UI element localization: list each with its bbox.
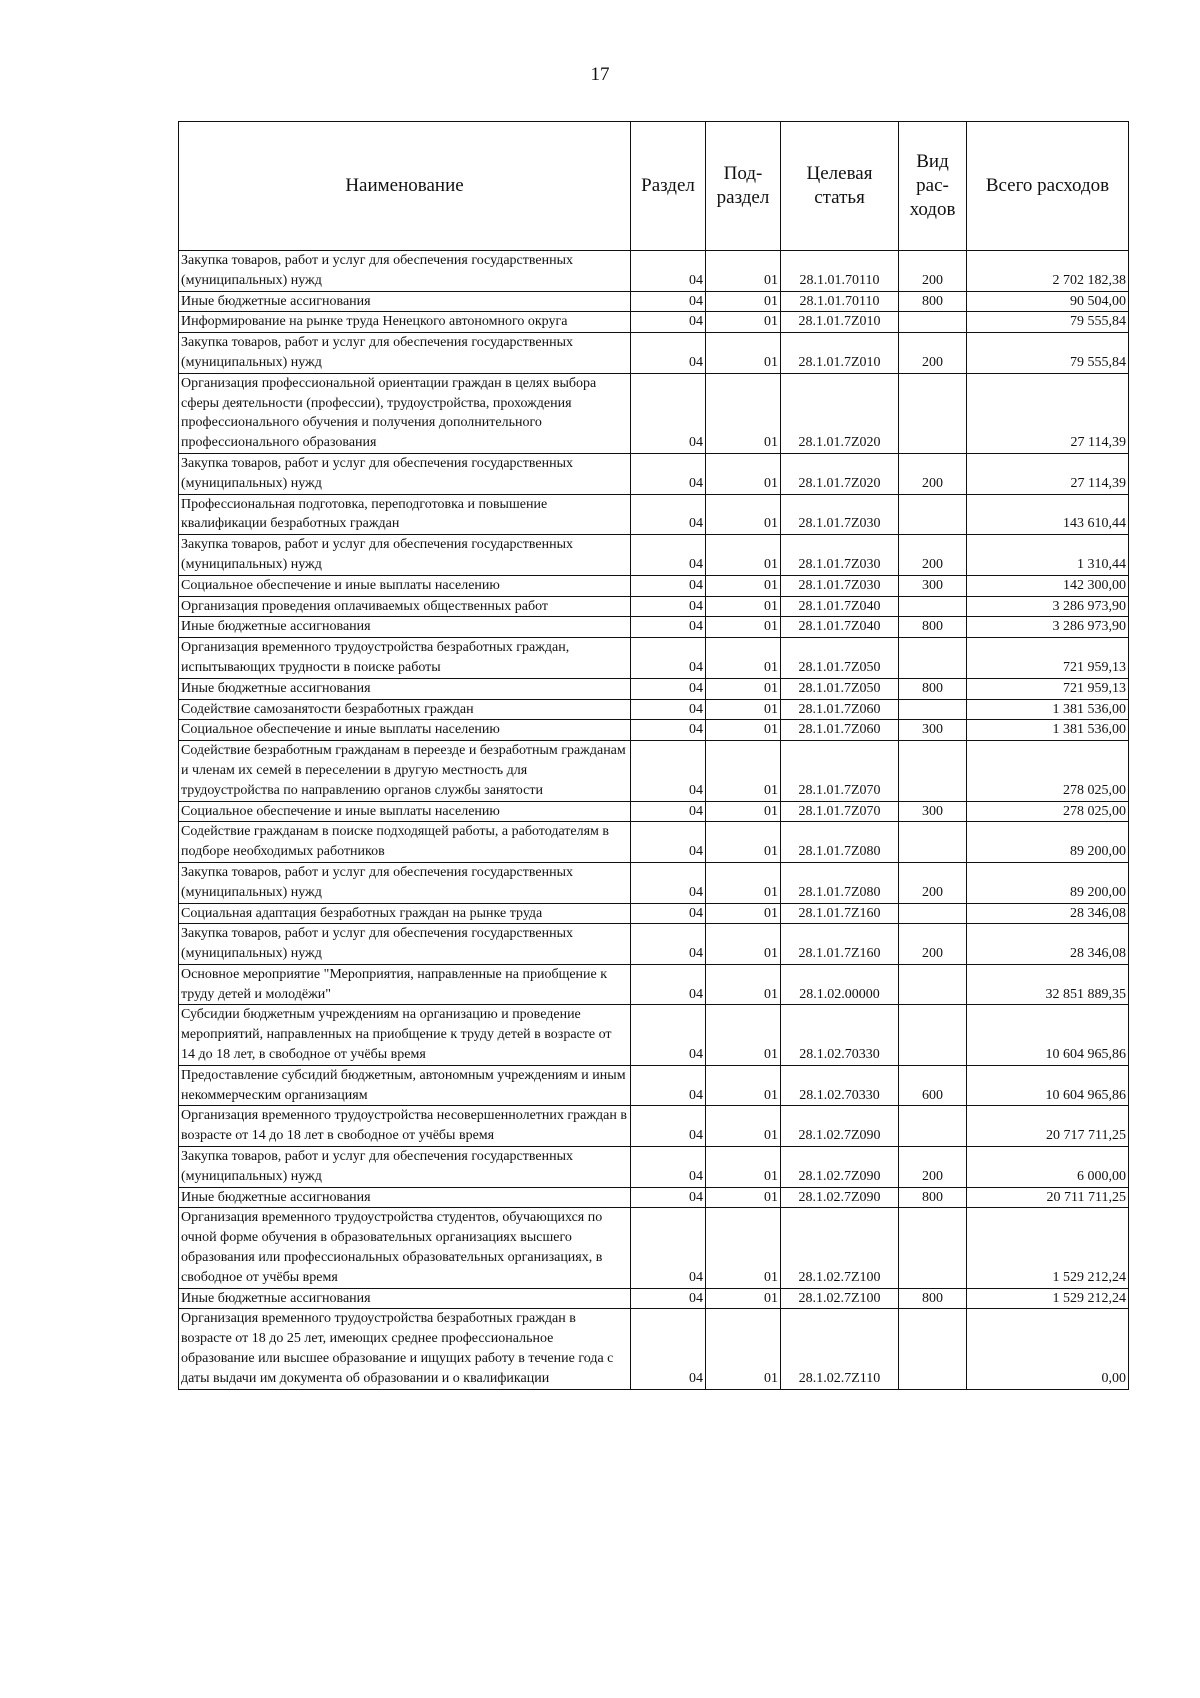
cell-name: Субсидии бюджетным учреждениям на организацию и проведение мероприятий, направленных на приобщение к труду детей в возрасте от 14 до 18 лет, в свободное от учёбы время <box>179 1005 631 1065</box>
cell-total: 3 286 973,90 <box>967 596 1129 617</box>
cell-name: Социальное обеспечение и иные выплаты населению <box>179 720 631 741</box>
header-name: Наименование <box>179 122 631 251</box>
cell-section: 04 <box>631 453 706 494</box>
cell-section: 04 <box>631 333 706 374</box>
cell-expense-kind: 200 <box>899 333 967 374</box>
cell-target-article: 28.1.02.7Z110 <box>781 1309 899 1389</box>
cell-total: 27 114,39 <box>967 453 1129 494</box>
table-row <box>179 1309 1129 1389</box>
table-row <box>179 678 1129 699</box>
cell-target-article: 28.1.01.7Z020 <box>781 453 899 494</box>
cell-total: 28 346,08 <box>967 903 1129 924</box>
cell-section: 04 <box>631 575 706 596</box>
cell-target-article: 28.1.01.7Z030 <box>781 535 899 576</box>
cell-target-article: 28.1.01.7Z030 <box>781 575 899 596</box>
cell-expense-kind: 800 <box>899 617 967 638</box>
cell-total: 143 610,44 <box>967 494 1129 535</box>
cell-subsection: 01 <box>706 1065 781 1106</box>
cell-target-article: 28.1.01.7Z160 <box>781 924 899 965</box>
cell-name: Содействие безработным гражданам в переезде и безработным гражданам и членам их семей в переселении в другую местность для трудоустройства по направлению органов службы занятости <box>179 741 631 801</box>
cell-target-article: 28.1.02.7Z090 <box>781 1147 899 1188</box>
cell-name: Иные бюджетные ассигнования <box>179 678 631 699</box>
cell-section: 04 <box>631 291 706 312</box>
cell-expense-kind <box>899 373 967 453</box>
table-row <box>179 1106 1129 1147</box>
cell-section: 04 <box>631 862 706 903</box>
cell-total: 79 555,84 <box>967 312 1129 333</box>
cell-expense-kind <box>899 822 967 863</box>
cell-subsection: 01 <box>706 617 781 638</box>
table-row <box>179 333 1129 374</box>
table-row <box>179 535 1129 576</box>
cell-name: Закупка товаров, работ и услуг для обеспечения государственных (муниципальных) нужд <box>179 924 631 965</box>
cell-section: 04 <box>631 1288 706 1309</box>
cell-target-article: 28.1.02.00000 <box>781 964 899 1005</box>
cell-name: Содействие самозанятости безработных граждан <box>179 699 631 720</box>
cell-subsection: 01 <box>706 822 781 863</box>
cell-subsection: 01 <box>706 1187 781 1208</box>
cell-expense-kind: 200 <box>899 453 967 494</box>
cell-section: 04 <box>631 1309 706 1389</box>
cell-section: 04 <box>631 678 706 699</box>
table-row <box>179 1288 1129 1309</box>
header-total: Всего расходов <box>967 122 1129 251</box>
cell-expense-kind: 300 <box>899 720 967 741</box>
cell-subsection: 01 <box>706 699 781 720</box>
cell-name: Иные бюджетные ассигнования <box>179 291 631 312</box>
cell-target-article: 28.1.01.7Z010 <box>781 333 899 374</box>
cell-section: 04 <box>631 741 706 801</box>
cell-subsection: 01 <box>706 494 781 535</box>
cell-section: 04 <box>631 720 706 741</box>
cell-subsection: 01 <box>706 453 781 494</box>
cell-subsection: 01 <box>706 291 781 312</box>
cell-section: 04 <box>631 535 706 576</box>
cell-expense-kind: 200 <box>899 862 967 903</box>
cell-subsection: 01 <box>706 596 781 617</box>
cell-subsection: 01 <box>706 535 781 576</box>
table-row <box>179 903 1129 924</box>
cell-subsection: 01 <box>706 720 781 741</box>
cell-expense-kind: 800 <box>899 678 967 699</box>
cell-target-article: 28.1.01.7Z050 <box>781 638 899 679</box>
table-row <box>179 373 1129 453</box>
cell-subsection: 01 <box>706 964 781 1005</box>
header-target-article: Целевая статья <box>781 122 899 251</box>
cell-subsection: 01 <box>706 312 781 333</box>
cell-subsection: 01 <box>706 1106 781 1147</box>
cell-expense-kind: 800 <box>899 1288 967 1309</box>
cell-target-article: 28.1.02.70330 <box>781 1005 899 1065</box>
cell-name: Социальное обеспечение и иные выплаты населению <box>179 575 631 596</box>
cell-section: 04 <box>631 1065 706 1106</box>
cell-expense-kind: 800 <box>899 1187 967 1208</box>
cell-expense-kind: 200 <box>899 251 967 292</box>
cell-expense-kind: 200 <box>899 535 967 576</box>
budget-table <box>178 121 1129 1390</box>
cell-name: Содействие гражданам в поиске подходящей работы, а работодателям в подборе необходимых работников <box>179 822 631 863</box>
cell-name: Организация временного трудоустройства несовершеннолетних граждан в возрасте от 14 до 18 лет в свободное от учёбы время <box>179 1106 631 1147</box>
cell-section: 04 <box>631 822 706 863</box>
cell-expense-kind <box>899 494 967 535</box>
cell-subsection: 01 <box>706 1147 781 1188</box>
cell-expense-kind <box>899 596 967 617</box>
cell-name: Закупка товаров, работ и услуг для обеспечения государственных (муниципальных) нужд <box>179 251 631 292</box>
cell-target-article: 28.1.01.7Z060 <box>781 720 899 741</box>
cell-name: Организация временного трудоустройства безработных граждан в возрасте от 18 до 25 лет, имеющих среднее профессиональное образование или высшее образование и ищущих работу в течение года с даты выдачи им документа об образовании и о квалификации <box>179 1309 631 1389</box>
cell-name: Закупка товаров, работ и услуг для обеспечения государственных (муниципальных) нужд <box>179 1147 631 1188</box>
cell-target-article: 28.1.01.7Z080 <box>781 822 899 863</box>
header-subsection: Под- раздел <box>706 122 781 251</box>
cell-name: Основное мероприятие "Мероприятия, направленные на приобщение к труду детей и молодёжи" <box>179 964 631 1005</box>
cell-target-article: 28.1.01.7Z080 <box>781 862 899 903</box>
table-row <box>179 251 1129 292</box>
cell-name: Организация временного трудоустройства студентов, обучающихся по очной форме обучения в образовательных организациях высшего образования или профессиональных образовательных организациях, в свободное от учёбы время <box>179 1208 631 1288</box>
cell-total: 27 114,39 <box>967 373 1129 453</box>
cell-subsection: 01 <box>706 862 781 903</box>
cell-subsection: 01 <box>706 251 781 292</box>
cell-name: Иные бюджетные ассигнования <box>179 1187 631 1208</box>
cell-name: Закупка товаров, работ и услуг для обеспечения государственных (муниципальных) нужд <box>179 453 631 494</box>
cell-expense-kind <box>899 741 967 801</box>
table-row <box>179 1187 1129 1208</box>
table-row <box>179 575 1129 596</box>
table-row <box>179 291 1129 312</box>
cell-name: Профессиональная подготовка, переподготовка и повышение квалификации безработных граждан <box>179 494 631 535</box>
cell-target-article: 28.1.02.7Z100 <box>781 1288 899 1309</box>
cell-total: 1 529 212,24 <box>967 1288 1129 1309</box>
cell-total: 1 381 536,00 <box>967 720 1129 741</box>
cell-expense-kind <box>899 964 967 1005</box>
table-row <box>179 862 1129 903</box>
table-row <box>179 699 1129 720</box>
cell-target-article: 28.1.01.70110 <box>781 291 899 312</box>
cell-section: 04 <box>631 251 706 292</box>
table-row <box>179 924 1129 965</box>
cell-name: Предоставление субсидий бюджетным, автономным учреждениям и иным некоммерческим организациям <box>179 1065 631 1106</box>
cell-subsection: 01 <box>706 333 781 374</box>
table-row <box>179 453 1129 494</box>
cell-target-article: 28.1.01.7Z040 <box>781 617 899 638</box>
cell-subsection: 01 <box>706 678 781 699</box>
cell-section: 04 <box>631 638 706 679</box>
table-row <box>179 312 1129 333</box>
cell-section: 04 <box>631 617 706 638</box>
cell-total: 278 025,00 <box>967 801 1129 822</box>
cell-total: 89 200,00 <box>967 822 1129 863</box>
table-row <box>179 1147 1129 1188</box>
cell-total: 721 959,13 <box>967 678 1129 699</box>
table-row <box>179 494 1129 535</box>
cell-total: 79 555,84 <box>967 333 1129 374</box>
cell-subsection: 01 <box>706 638 781 679</box>
cell-total: 28 346,08 <box>967 924 1129 965</box>
cell-subsection: 01 <box>706 575 781 596</box>
cell-total: 10 604 965,86 <box>967 1065 1129 1106</box>
cell-total: 721 959,13 <box>967 638 1129 679</box>
cell-name: Социальная адаптация безработных граждан на рынке труда <box>179 903 631 924</box>
cell-expense-kind <box>899 312 967 333</box>
cell-total: 142 300,00 <box>967 575 1129 596</box>
cell-total: 1 310,44 <box>967 535 1129 576</box>
header-expense-kind: Вид рас- ходов <box>899 122 967 251</box>
cell-total: 90 504,00 <box>967 291 1129 312</box>
cell-target-article: 28.1.01.7Z010 <box>781 312 899 333</box>
cell-target-article: 28.1.01.7Z060 <box>781 699 899 720</box>
cell-total: 3 286 973,90 <box>967 617 1129 638</box>
cell-total: 32 851 889,35 <box>967 964 1129 1005</box>
cell-expense-kind <box>899 1005 967 1065</box>
table-row <box>179 596 1129 617</box>
cell-target-article: 28.1.01.70110 <box>781 251 899 292</box>
cell-subsection: 01 <box>706 741 781 801</box>
cell-name: Иные бюджетные ассигнования <box>179 617 631 638</box>
table-row <box>179 964 1129 1005</box>
cell-name: Закупка товаров, работ и услуг для обеспечения государственных (муниципальных) нужд <box>179 333 631 374</box>
cell-section: 04 <box>631 699 706 720</box>
table-header-row <box>179 122 1129 251</box>
cell-expense-kind <box>899 903 967 924</box>
cell-subsection: 01 <box>706 1309 781 1389</box>
cell-total: 89 200,00 <box>967 862 1129 903</box>
cell-total: 6 000,00 <box>967 1147 1129 1188</box>
cell-target-article: 28.1.01.7Z050 <box>781 678 899 699</box>
cell-name: Организация профессиональной ориентации граждан в целях выбора сферы деятельности (профессии), трудоустройства, прохождения профессионального обучения и получения дополнительного профессионального образования <box>179 373 631 453</box>
cell-target-article: 28.1.01.7Z070 <box>781 801 899 822</box>
table-row <box>179 741 1129 801</box>
cell-subsection: 01 <box>706 903 781 924</box>
table-row <box>179 720 1129 741</box>
cell-section: 04 <box>631 494 706 535</box>
cell-subsection: 01 <box>706 924 781 965</box>
table-row <box>179 801 1129 822</box>
cell-total: 20 717 711,25 <box>967 1106 1129 1147</box>
cell-section: 04 <box>631 903 706 924</box>
cell-total: 2 702 182,38 <box>967 251 1129 292</box>
cell-expense-kind: 200 <box>899 924 967 965</box>
cell-name: Социальное обеспечение и иные выплаты населению <box>179 801 631 822</box>
cell-target-article: 28.1.02.7Z090 <box>781 1187 899 1208</box>
table-row <box>179 1065 1129 1106</box>
cell-section: 04 <box>631 596 706 617</box>
cell-subsection: 01 <box>706 1005 781 1065</box>
table-row <box>179 1208 1129 1288</box>
cell-name: Закупка товаров, работ и услуг для обеспечения государственных (муниципальных) нужд <box>179 862 631 903</box>
cell-total: 1 381 536,00 <box>967 699 1129 720</box>
cell-expense-kind <box>899 638 967 679</box>
cell-subsection: 01 <box>706 373 781 453</box>
cell-total: 20 711 711,25 <box>967 1187 1129 1208</box>
cell-subsection: 01 <box>706 801 781 822</box>
cell-section: 04 <box>631 1187 706 1208</box>
cell-name: Организация временного трудоустройства безработных граждан, испытывающих трудности в поиске работы <box>179 638 631 679</box>
cell-expense-kind <box>899 1309 967 1389</box>
cell-total: 1 529 212,24 <box>967 1208 1129 1288</box>
cell-target-article: 28.1.01.7Z160 <box>781 903 899 924</box>
cell-name: Информирование на рынке труда Ненецкого автономного округа <box>179 312 631 333</box>
cell-subsection: 01 <box>706 1288 781 1309</box>
cell-total: 0,00 <box>967 1309 1129 1389</box>
cell-name: Иные бюджетные ассигнования <box>179 1288 631 1309</box>
cell-target-article: 28.1.02.7Z090 <box>781 1106 899 1147</box>
cell-name: Закупка товаров, работ и услуг для обеспечения государственных (муниципальных) нужд <box>179 535 631 576</box>
cell-expense-kind <box>899 699 967 720</box>
cell-section: 04 <box>631 1147 706 1188</box>
cell-expense-kind: 300 <box>899 575 967 596</box>
cell-target-article: 28.1.02.7Z100 <box>781 1208 899 1288</box>
cell-section: 04 <box>631 801 706 822</box>
cell-expense-kind: 300 <box>899 801 967 822</box>
page-number: 17 <box>590 64 610 85</box>
cell-expense-kind: 800 <box>899 291 967 312</box>
cell-expense-kind <box>899 1106 967 1147</box>
header-section: Раздел <box>631 122 706 251</box>
cell-section: 04 <box>631 924 706 965</box>
cell-expense-kind: 200 <box>899 1147 967 1188</box>
table-row <box>179 617 1129 638</box>
cell-section: 04 <box>631 373 706 453</box>
cell-target-article: 28.1.02.70330 <box>781 1065 899 1106</box>
cell-name: Организация проведения оплачиваемых общественных работ <box>179 596 631 617</box>
table-row <box>179 1005 1129 1065</box>
cell-expense-kind <box>899 1208 967 1288</box>
cell-section: 04 <box>631 1208 706 1288</box>
cell-target-article: 28.1.01.7Z070 <box>781 741 899 801</box>
cell-section: 04 <box>631 1106 706 1147</box>
cell-section: 04 <box>631 964 706 1005</box>
cell-expense-kind: 600 <box>899 1065 967 1106</box>
table-row <box>179 822 1129 863</box>
cell-total: 278 025,00 <box>967 741 1129 801</box>
cell-target-article: 28.1.01.7Z020 <box>781 373 899 453</box>
table-body <box>179 251 1129 1390</box>
cell-target-article: 28.1.01.7Z030 <box>781 494 899 535</box>
cell-subsection: 01 <box>706 1208 781 1288</box>
cell-section: 04 <box>631 312 706 333</box>
cell-target-article: 28.1.01.7Z040 <box>781 596 899 617</box>
table-row <box>179 638 1129 679</box>
cell-total: 10 604 965,86 <box>967 1005 1129 1065</box>
cell-section: 04 <box>631 1005 706 1065</box>
